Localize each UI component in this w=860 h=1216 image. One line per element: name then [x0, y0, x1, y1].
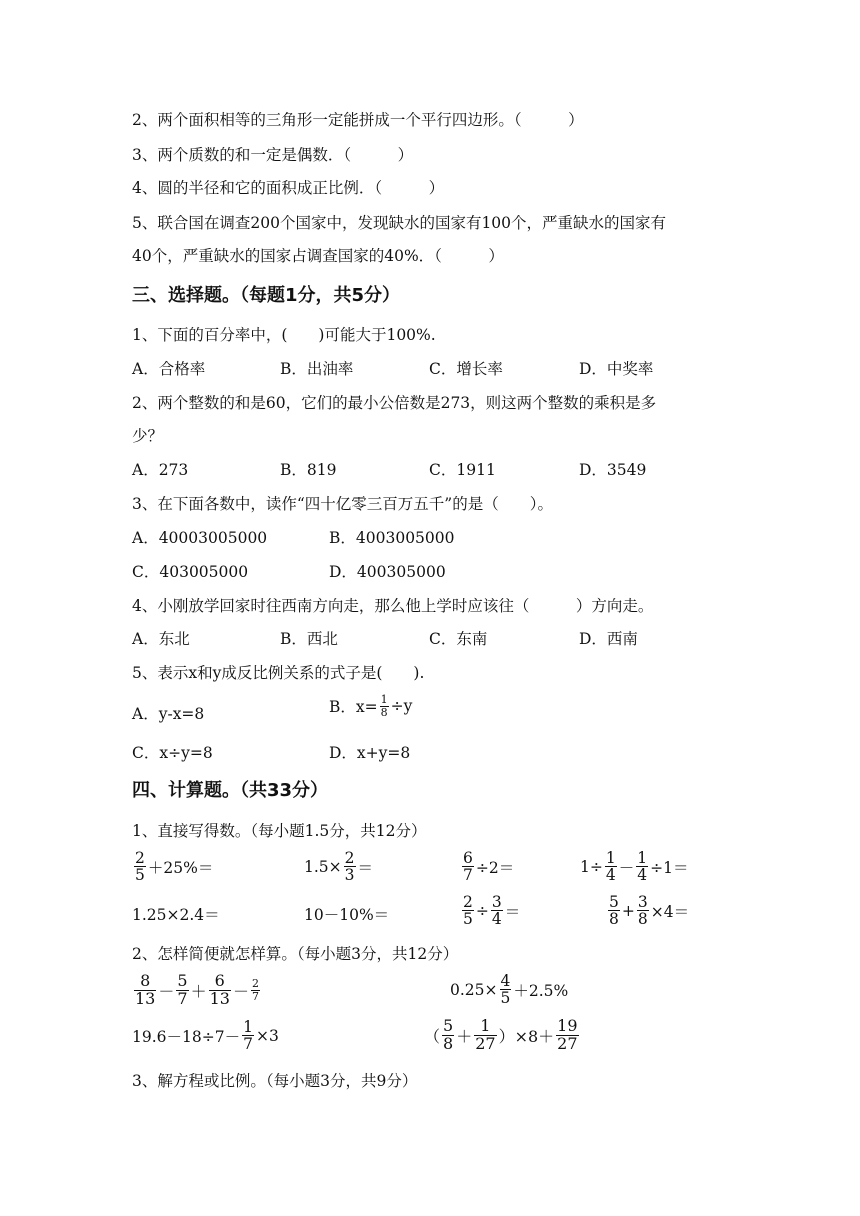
- fraction-numerator: 2: [463, 893, 473, 911]
- expr-rest: ×3: [255, 1026, 279, 1045]
- fraction-numerator: 1: [605, 849, 616, 867]
- q4-text: 4、小刚放学回家时往西南方向走，那么他上学时应该往（ ）方向走。: [132, 597, 654, 615]
- tf-item-2: 2、两个面积相等的三角形一定能拼成一个平行四边形。（ ）: [132, 111, 584, 129]
- fraction: [556, 1018, 578, 1053]
- q2-text-line1: 2、两个整数的和是60，它们的最小公倍数是273，则这两个整数的乘积是多: [132, 394, 657, 412]
- fraction-denominator: 7: [463, 866, 473, 885]
- fraction-numerator: 2: [135, 849, 145, 867]
- p1-r1c1: [132, 850, 213, 884]
- fraction-denominator: 5: [135, 866, 145, 885]
- expr-op: ÷: [475, 901, 489, 920]
- p2-e4: [424, 1018, 581, 1053]
- q1-option-b: B．出油率: [280, 360, 354, 378]
- q4-option-b: B．西北: [280, 630, 338, 648]
- fraction-numerator: 6: [209, 973, 231, 991]
- fraction-numerator: 1: [637, 849, 648, 867]
- fraction-denominator: 7: [177, 988, 188, 1008]
- q5-option-b: [329, 694, 412, 718]
- expr-rest: ÷1＝: [650, 858, 689, 877]
- tf-item-5-line1: 5、联合国在调查200个国家中，发现缺水的国家有100个，严重缺水的国家有: [132, 214, 667, 232]
- expr-pre: 1÷: [580, 857, 603, 876]
- fraction-denominator: 7: [251, 989, 259, 1003]
- q2-text-line2: 少？: [132, 427, 164, 445]
- q4-option-d: D．西南: [579, 630, 638, 648]
- q2-option-a: A．273: [132, 461, 189, 479]
- expr-op: +: [621, 901, 635, 920]
- fraction-denominator: 5: [463, 910, 473, 929]
- q3-option-b: B．4003005000: [329, 529, 455, 547]
- tf-item-3: 3、两个质数的和一定是偶数．（ ）: [132, 146, 414, 164]
- p2-e2: [450, 973, 568, 1007]
- q5-option-b-suffix: ÷y: [390, 697, 413, 716]
- fraction: [251, 978, 260, 1002]
- p1-r2c3: [460, 894, 520, 928]
- fraction: [242, 1019, 254, 1053]
- q2-option-b: B．819: [280, 461, 337, 479]
- q1-option-c: C．增长率: [429, 360, 503, 378]
- q5-option-d: D．x+y=8: [329, 744, 411, 762]
- fraction-numerator: 1: [243, 1018, 253, 1036]
- p1-r1c4: [580, 850, 688, 884]
- fraction: [344, 850, 356, 884]
- fraction: [637, 894, 649, 928]
- fraction-numerator: 5: [177, 971, 188, 990]
- p2-text: 2、怎样简便就怎样算。（每小题3分，共12分）: [132, 945, 459, 963]
- expr-open: （: [424, 1026, 441, 1046]
- section-3-title: 三、选择题。（每题1分，共5分）: [132, 285, 401, 306]
- q3-option-c: C．403005000: [132, 563, 249, 581]
- p1-r1c3: [460, 850, 514, 884]
- p1-r2c1: 1.25×2.4＝: [132, 906, 220, 924]
- q5-option-b-prefix: B．x=: [329, 698, 378, 717]
- expr-rest: ＋2.5%: [513, 981, 569, 1000]
- expr-op: －: [232, 981, 249, 1001]
- fraction-denominator: 5: [500, 989, 511, 1008]
- q5-text: 5、表示x和y成反比例关系的式子是( ).: [132, 664, 425, 682]
- fraction-denominator: 13: [209, 988, 230, 1008]
- expr-pre: 19.6－18÷7－: [132, 1027, 241, 1046]
- tf-item-4: 4、圆的半径和它的面积成正比例．（ ）: [132, 179, 445, 197]
- q5-option-c: C．x÷y=8: [132, 744, 213, 762]
- fraction-numerator: 5: [443, 1016, 454, 1035]
- expr-rest: ＋25%＝: [147, 858, 214, 877]
- q2-option-d: D．3549: [579, 461, 647, 479]
- fraction: [462, 894, 474, 928]
- fraction: [176, 973, 188, 1008]
- fraction: [491, 894, 503, 928]
- fraction-denominator: 3: [344, 866, 355, 885]
- q3-text: 3、在下面各数中，读作“四十亿零三百万五千”的是（ ）。: [132, 495, 553, 513]
- p2-e1: [132, 973, 262, 1008]
- p1-text: 1、直接写得数。（每小题1.5分，共12分）: [132, 822, 427, 840]
- fraction-denominator: 4: [491, 910, 502, 929]
- q2-option-c: C．1911: [429, 461, 496, 479]
- fraction: [134, 973, 156, 1008]
- fraction-numerator: 2: [251, 977, 259, 991]
- expr-pre: 0.25×: [450, 980, 498, 999]
- p3-text: 3、解方程或比例。（每小题3分，共9分）: [132, 1072, 418, 1090]
- q4-option-a: A．东北: [132, 630, 190, 648]
- fraction-numerator: 6: [463, 849, 473, 867]
- fraction-denominator: 8: [609, 910, 619, 929]
- expr-op: －: [158, 981, 175, 1001]
- fraction: [608, 894, 620, 928]
- fraction-numerator: 3: [637, 893, 648, 911]
- tf-item-5-line2: 40个，严重缺水的国家占调查国家的40%．（ ）: [132, 247, 504, 265]
- section-4-title: 四、计算题。（共33分）: [132, 780, 329, 801]
- fraction: [462, 850, 474, 884]
- expr-op: ＋: [190, 981, 207, 1001]
- fraction: [442, 1018, 454, 1053]
- fraction: [605, 850, 617, 884]
- expr-rest: ×4＝: [650, 902, 690, 921]
- fraction-denominator: 27: [557, 1033, 578, 1053]
- q1-option-d: D．中奖率: [579, 360, 654, 378]
- fraction-numerator: 4: [500, 972, 511, 990]
- fraction: [500, 973, 512, 1007]
- expr-rest: ＝: [357, 858, 374, 877]
- fraction: [474, 1018, 496, 1053]
- q3-option-d: D．400305000: [329, 563, 446, 581]
- fraction-denominator: 4: [637, 866, 648, 885]
- q3-option-a: A．40003005000: [132, 529, 268, 547]
- fraction-denominator: 27: [475, 1033, 496, 1053]
- p1-r2c2: 10－10%＝: [304, 906, 390, 924]
- expr-close: ）×8＋: [498, 1026, 555, 1046]
- expr-op: －: [618, 858, 635, 877]
- expr-pre: 1.5×: [304, 857, 342, 876]
- fraction-numerator: 19: [557, 1016, 578, 1035]
- q1-option-a: A．合格率: [132, 360, 206, 378]
- expr-op: ＋: [456, 1026, 473, 1046]
- fraction-numerator: 1: [474, 1018, 496, 1036]
- fraction-denominator: 8: [380, 705, 388, 719]
- fraction-denominator: 8: [443, 1033, 454, 1053]
- fraction-numerator: 3: [491, 893, 502, 911]
- q4-option-c: C．东南: [429, 630, 488, 648]
- fraction-denominator: 13: [135, 988, 156, 1008]
- fraction-numerator: 2: [344, 849, 355, 867]
- p2-e3: [132, 1019, 279, 1053]
- fraction-numerator: 5: [609, 893, 619, 911]
- fraction-numerator: 1: [380, 693, 388, 706]
- expr-rest: ＝: [504, 902, 521, 921]
- fraction: [209, 973, 231, 1008]
- fraction: [636, 850, 648, 884]
- p1-r2c4: [606, 894, 689, 928]
- fraction-denominator: 4: [605, 866, 616, 885]
- fraction-denominator: 8: [637, 910, 648, 929]
- q1-text: 1、下面的百分率中，( )可能大于100%.: [132, 326, 436, 344]
- p1-r1c2: [304, 850, 373, 884]
- expr-rest: ÷2＝: [475, 858, 515, 877]
- fraction-numerator: 8: [134, 973, 156, 991]
- fraction-denominator: 7: [243, 1035, 253, 1054]
- q5-option-a: A．y-x=8: [132, 705, 205, 723]
- q5-option-b-fraction: [380, 694, 389, 718]
- fraction: [134, 850, 146, 884]
